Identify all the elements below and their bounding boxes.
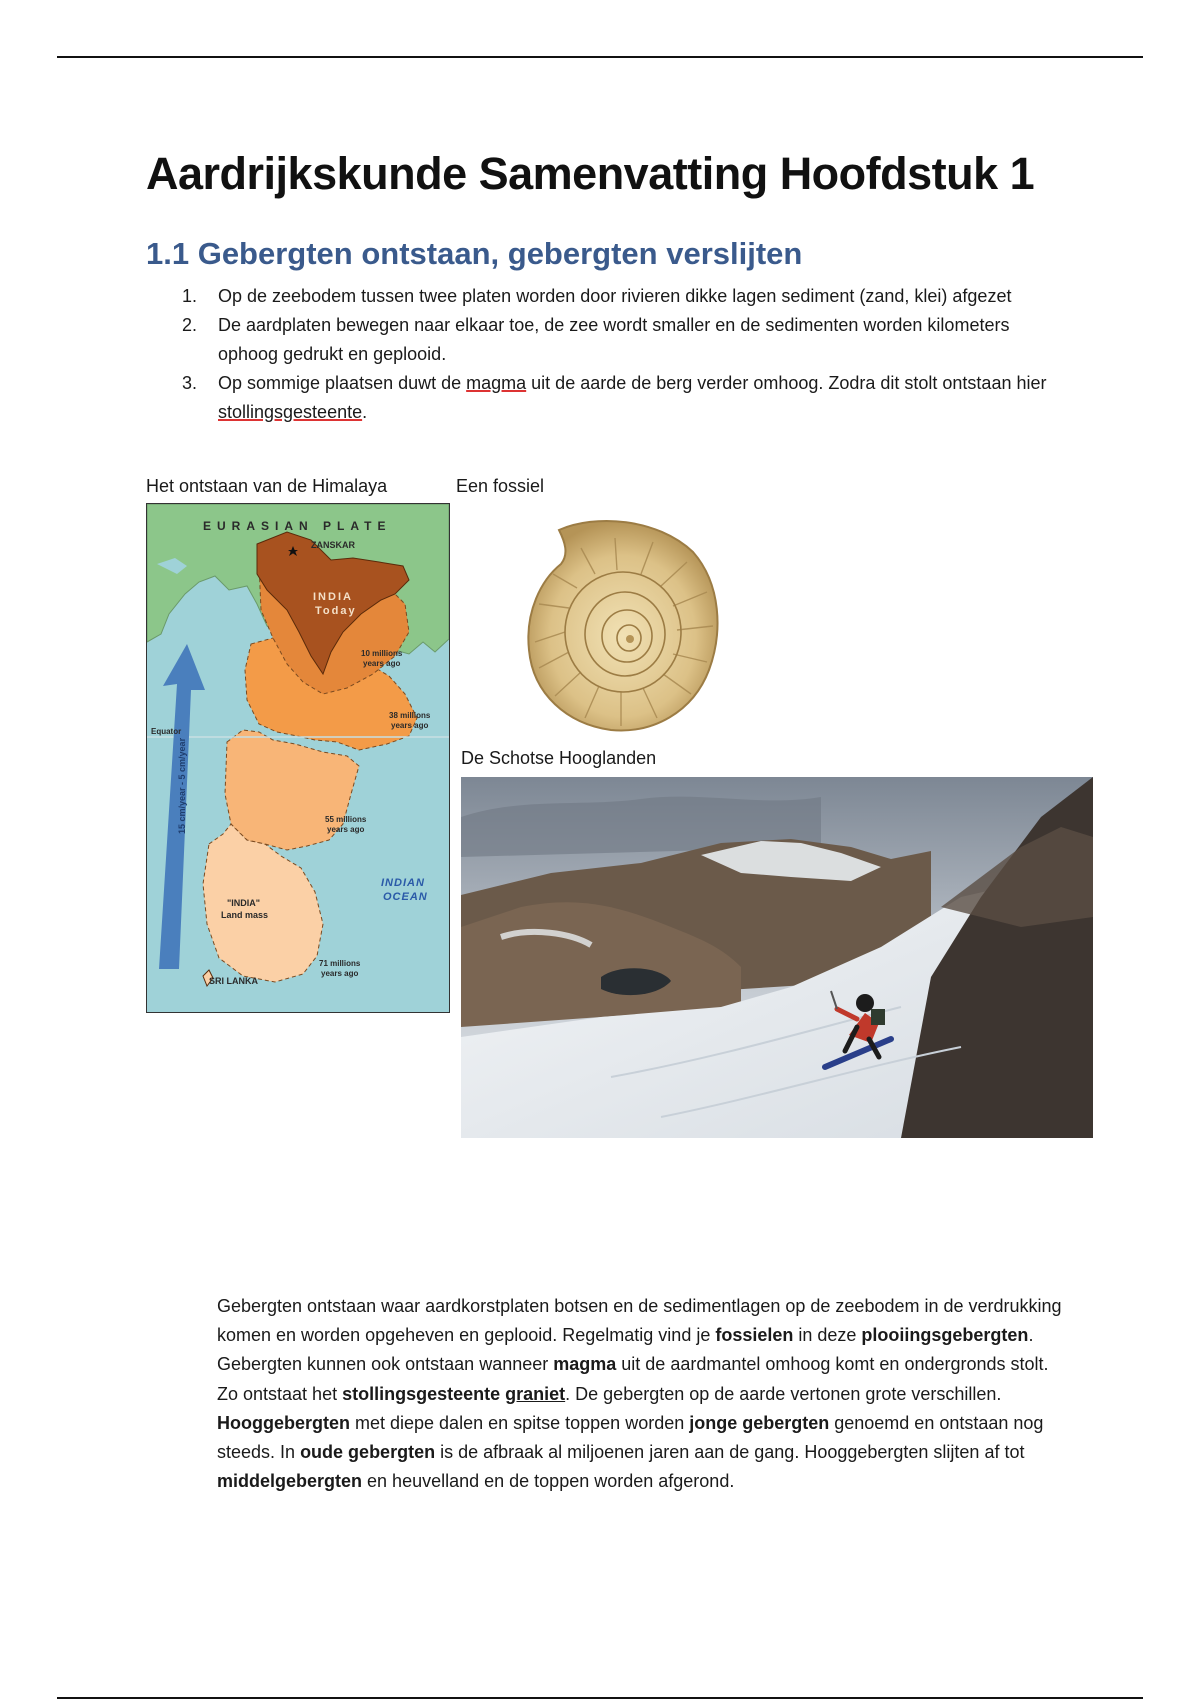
caption-fossil: Een fossiel bbox=[456, 476, 545, 496]
text-run: uit de aarde de berg verder omhoog. Zodra dit stolt ontstaan hier bbox=[526, 373, 1047, 393]
term-oude-gebergten: oude gebergten bbox=[300, 1442, 436, 1463]
top-rule bbox=[57, 56, 1143, 58]
text-run: is de afbraak al miljoenen jaren aan de gang. Hooggebergten slijten af tot bbox=[435, 1442, 1025, 1463]
caption-highlands: De Schotse Hooglanden bbox=[461, 748, 657, 768]
map-label-ocean: INDIAN bbox=[381, 877, 425, 889]
summary-paragraph bbox=[217, 1292, 1067, 1496]
list-item-text bbox=[218, 373, 1046, 422]
text-run: Gebergten ontstaan waar aardkorstplaten botsen en de sedimentlagen op de zeebodem in de verdrukking komen en worden opgeheven en geplooid. Regelmatig vind je bbox=[217, 1296, 1062, 1346]
list-number: 1. bbox=[182, 286, 198, 306]
text-run: in deze bbox=[793, 1325, 862, 1346]
list-item-text: Op de zeebodem tussen twee platen worden door rivieren dikke lagen sediment (zand, klei) afgezet bbox=[218, 286, 1012, 306]
highlands-photo bbox=[461, 777, 1093, 1138]
text-run: uit de aardmantel omhoog komt en ondergronds stolt. Zo ontstaat het bbox=[217, 1354, 1049, 1404]
term-stollingsgesteente: stollingsgesteente bbox=[342, 1383, 501, 1404]
term-jonge-gebergten: jonge gebergten bbox=[689, 1412, 830, 1433]
map-label-speed: 15 cm/year - 5 cm/year bbox=[177, 737, 187, 834]
map-label-india-today: INDIA bbox=[313, 591, 353, 603]
map-label-india-today-sub: Today bbox=[315, 605, 357, 617]
list-item bbox=[178, 311, 1058, 369]
term-plooiingsgebergten: plooiingsgebergten bbox=[861, 1325, 1029, 1346]
fossil-image bbox=[525, 512, 723, 736]
term-middelgebergten: middelgebergten bbox=[217, 1471, 363, 1492]
map-label-55my-sub: years ago bbox=[327, 825, 365, 834]
map-label-10my-sub: years ago bbox=[363, 659, 401, 668]
spellcheck-term-magma: magma bbox=[466, 373, 527, 393]
map-label-plate: EURASIAN PLATE bbox=[203, 519, 392, 533]
bottom-rule bbox=[57, 1697, 1143, 1699]
map-label-71my-sub: years ago bbox=[321, 969, 359, 978]
list-item-text: De aardplaten bewegen naar elkaar toe, de zee wordt smaller en de sedimenten worden kilometers ophoog gedrukt en geplooid. bbox=[218, 315, 1010, 364]
list-number: 3. bbox=[182, 373, 198, 393]
ammonite-graphic bbox=[525, 512, 723, 736]
term-fossielen: fossielen bbox=[715, 1325, 794, 1346]
section-heading: 1.1 Gebergten ontstaan, gebergten verslijten bbox=[146, 236, 803, 271]
text-run: . bbox=[362, 402, 368, 422]
text-run: genoemd en ontstaan nog steeds. In bbox=[217, 1412, 1044, 1463]
list-number: 2. bbox=[182, 315, 198, 335]
map-label-equator: Equator bbox=[151, 727, 182, 736]
map-label-landmass: "INDIA" bbox=[227, 898, 261, 908]
map-label-71my: 71 millions bbox=[319, 959, 361, 968]
text-run: . Gebergten kunnen ook ontstaan wanneer bbox=[217, 1325, 1034, 1375]
text-run: en heuvelland en de toppen worden afgerond. bbox=[362, 1471, 735, 1492]
map-label-landmass-sub: Land mass bbox=[221, 910, 269, 920]
term-graniet: graniet bbox=[505, 1383, 566, 1404]
page-title: Aardrijkskunde Samenvatting Hoofdstuk 1 bbox=[146, 148, 1035, 199]
text-run: . De gebergten op de aarde vertonen grote verschillen. bbox=[565, 1383, 1002, 1404]
highlands-photo-graphic bbox=[461, 777, 1093, 1138]
text-run: met diepe dalen en spitse toppen worden bbox=[350, 1412, 690, 1433]
spellcheck-term-stollingsgesteente: stollingsgesteente bbox=[218, 402, 363, 422]
map-label-38my-sub: years ago bbox=[391, 721, 429, 730]
map-label-ocean-sub: OCEAN bbox=[383, 891, 428, 903]
list-item bbox=[178, 282, 1058, 311]
map-label-55my: 55 millions bbox=[325, 815, 367, 824]
steps-list bbox=[178, 282, 1058, 427]
caption-himalaya: Het ontstaan van de Himalaya bbox=[146, 476, 388, 496]
himalaya-map bbox=[146, 503, 450, 1013]
term-hooggebergten: Hooggebergten bbox=[217, 1412, 350, 1433]
map-label-srilanka: SRI LANKA bbox=[209, 976, 258, 986]
term-magma: magma bbox=[553, 1354, 617, 1375]
himalaya-map-graphic bbox=[147, 504, 449, 1012]
map-label-38my: 38 millions bbox=[389, 711, 431, 720]
text-run: Op sommige plaatsen duwt de bbox=[218, 373, 467, 393]
map-label-10my: 10 millions bbox=[361, 649, 403, 658]
list-item bbox=[178, 369, 1058, 427]
map-label-zanskar: ZANSKAR bbox=[311, 540, 355, 550]
